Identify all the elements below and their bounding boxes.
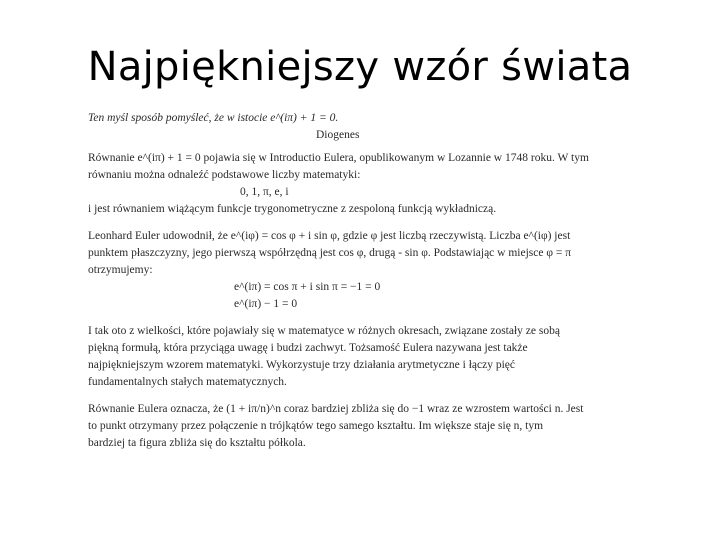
constants-line: 0, 1, π, e, i (240, 186, 289, 198)
paragraph-3-line: I tak oto z wielkości, które pojawiały się w matematyce w różnych okresach, związane zostały ze sobą (88, 325, 560, 337)
quote-line: Ten myśl sposób pomyśleć, że w istocie e^(iπ) + 1 = 0. (88, 112, 339, 124)
paragraph-4-line: bardziej ta figura zbliża się do kształtu półkola. (88, 437, 306, 449)
paragraph-4-line: to punkt otrzymany przez połączenie n trójkątów tego samego kształtu. Im większe staje się n, tym (88, 420, 544, 432)
paragraph-1-line: i jest równaniem wiążącym funkcje trygonometryczne z zespoloną funkcją wykładniczą. (88, 203, 497, 215)
paragraph-3-line: najpiękniejszym wzorem matematyki. Wykorzystuje trzy działania arytmetyczne i łączy pięć (88, 359, 515, 371)
page-title: Najpiękniejszy wzór świata (87, 44, 633, 90)
paragraph-3-line: fundamentalnych stałych matematycznych. (88, 376, 287, 388)
quote-attribution: Diogenes (316, 129, 360, 141)
paragraph-1-line: Równanie e^(iπ) + 1 = 0 pojawia się w Introductio Eulera, opublikowanym w Lozannie w 1748 roku. W tym (88, 152, 589, 164)
equation-line: e^(iπ) − 1 = 0 (234, 298, 298, 310)
paragraph-2-line: punktem płaszczyzny, jego pierwszą współrzędną jest cos φ, drugą - sin φ. Podstawiając w miejsce φ = π (88, 247, 572, 259)
equation-line: e^(iπ) = cos π + i sin π = −1 = 0 (234, 281, 381, 293)
scanned-document (88, 110, 628, 452)
paragraph-3-line: piękną formułą, która przyciąga uwagę i budzi zachwyt. Tożsamość Eulera nazywana jest także (88, 342, 528, 354)
paragraph-2-line: otrzymujemy: (88, 264, 153, 276)
paragraph-1-line: równaniu można odnaleźć podstawowe liczby matematyki: (88, 169, 361, 181)
paragraph-2-line: Leonhard Euler udowodnił, że e^(iφ) = cos φ + i sin φ, gdzie φ jest liczbą rzeczywistą. Liczba e^(iφ) jest (88, 230, 571, 242)
paragraph-4-line: Równanie Eulera oznacza, że (1 + iπ/n)^n coraz bardziej zbliża się do −1 wraz ze wzrostem wartości n. Jest (88, 403, 584, 415)
